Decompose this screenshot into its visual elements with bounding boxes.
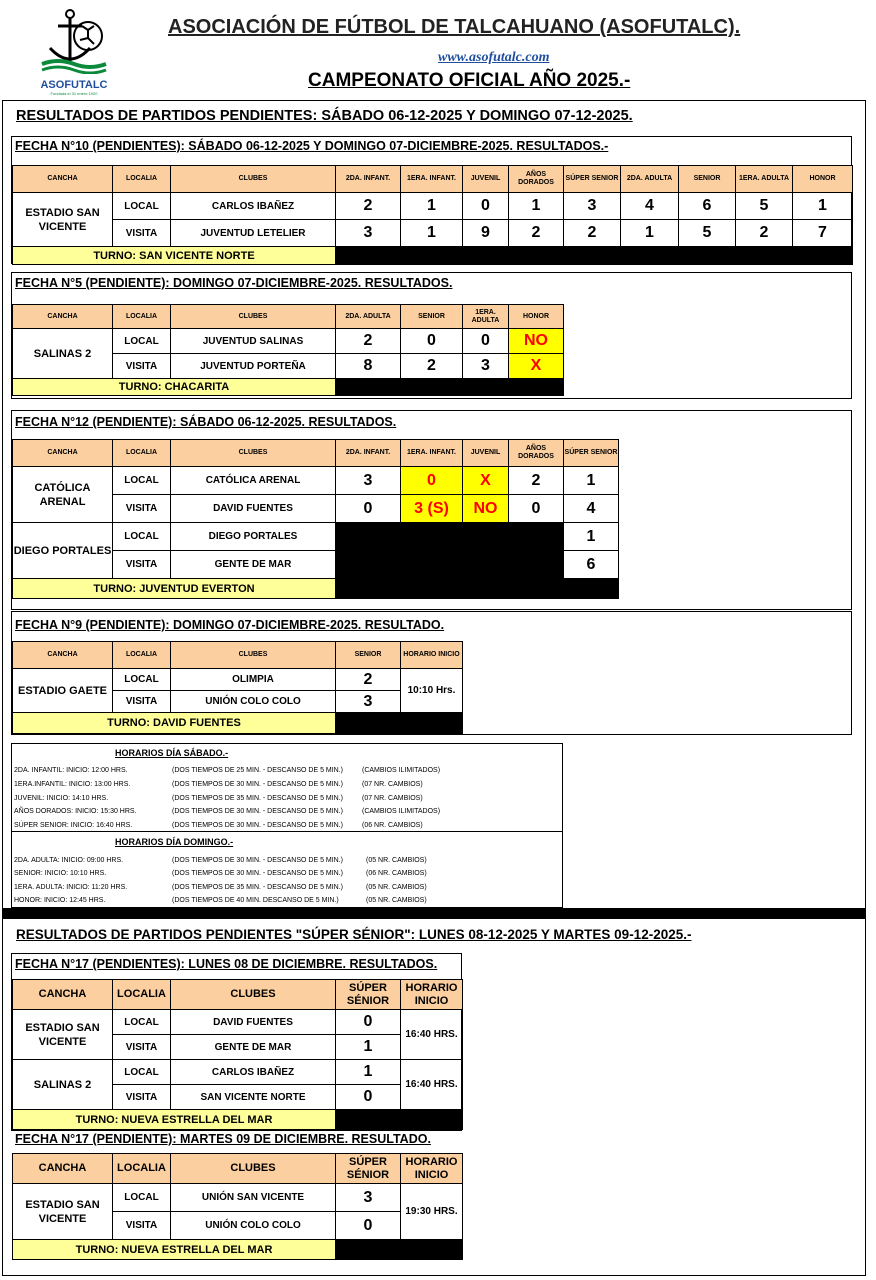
schedule-category: 2DA. ADULTA: INICIO: 09:00 HRS.	[14, 857, 124, 864]
score-cell: 2	[509, 220, 564, 247]
localia-cell: LOCAL	[113, 523, 171, 551]
col-header: SÚPER SÉNIOR	[336, 980, 401, 1010]
schedule-cambios: (05 NR. CAMBIOS)	[366, 897, 427, 904]
schedule-category: 1ERA. ADULTA: INICIO: 11:20 HRS.	[14, 884, 128, 891]
schedule-category: HONOR: INICIO: 12:45 HRS.	[14, 897, 106, 904]
fecha5-table	[12, 304, 564, 396]
col-header: AÑOS DORADOS	[509, 166, 564, 193]
turno-row	[13, 579, 619, 599]
col-header: CANCHA	[13, 980, 113, 1010]
score-cell: 3	[336, 467, 401, 495]
blackout-cell	[336, 1240, 463, 1260]
localia-cell: VISITA	[113, 551, 171, 579]
score-cell-highlight: NO	[509, 329, 564, 354]
fecha17a-title: FECHA N°17 (PENDIENTES): LUNES 08 DE DICIEMBRE. RESULTADOS.	[15, 957, 438, 971]
score-cell: 5	[679, 220, 736, 247]
col-header: LOCALIA	[113, 166, 171, 193]
localia-cell: LOCAL	[113, 467, 171, 495]
club-cell: CARLOS IBAÑEZ	[171, 193, 336, 220]
localia-cell: VISITA	[113, 1085, 171, 1110]
localia-cell: LOCAL	[113, 1010, 171, 1035]
score-cell: 2	[736, 220, 793, 247]
horario-cell: 10:10 Hrs.	[401, 669, 463, 713]
score-cell: 0	[336, 495, 401, 523]
fecha9-header-row	[13, 642, 463, 669]
table-row	[13, 467, 619, 495]
schedule-tiempos: (DOS TIEMPOS DE 30 MIN. - DESCANSO DE 5 MIN.)	[172, 870, 344, 877]
turno-cell: TURNO: JUVENTUD EVERTON	[13, 579, 336, 599]
blackout-cell	[336, 1110, 463, 1130]
club-cell: DAVID FUENTES	[171, 1010, 336, 1035]
section2-title: RESULTADOS DE PARTIDOS PENDIENTES "SÚPER SÉNIOR": LUNES 08-12-2025 Y MARTES 09-12-2025.-	[16, 927, 692, 942]
blackout-cell	[336, 523, 401, 551]
schedule-tiempos: (DOS TIEMPOS DE 35 MIN. - DESCANSO DE 5 MIN.)	[172, 884, 344, 891]
score-cell: 2	[336, 193, 401, 220]
score-cell: 6	[679, 193, 736, 220]
score-cell: 3	[336, 220, 401, 247]
cancha-cell: ESTADIO SAN VICENTE	[13, 1184, 113, 1240]
turno-cell: TURNO: DAVID FUENTES	[13, 713, 336, 734]
horario-cell: 19:30 HRS.	[401, 1184, 463, 1240]
col-header: HONOR	[793, 166, 853, 193]
score-cell: 0	[509, 495, 564, 523]
score-cell: 1	[621, 220, 679, 247]
blackout-cell	[336, 579, 619, 599]
score-cell: 8	[336, 354, 401, 379]
schedule-cambios: (05 NR. CAMBIOS)	[366, 884, 427, 891]
fecha10-header-row	[13, 166, 853, 193]
cancha-cell: ESTADIO GAETE	[13, 669, 113, 713]
club-cell: UNIÓN COLO COLO	[171, 691, 336, 713]
schedule-cambios: (CAMBIOS ILIMITADOS)	[362, 808, 441, 815]
blackout-cell	[509, 551, 564, 579]
blackout-cell	[336, 379, 564, 396]
turno-cell: TURNO: NUEVA ESTRELLA DEL MAR	[13, 1110, 336, 1130]
col-header: 1ERA. INFANT.	[401, 166, 463, 193]
table-row	[13, 1060, 463, 1085]
col-header: HONOR	[509, 305, 564, 329]
col-header: 1ERA. INFANT.	[401, 440, 463, 467]
fecha12-title: FECHA N°12 (PENDIENTE): SÁBADO 06-12-2025. RESULTADOS.	[15, 415, 397, 429]
col-header: LOCALIA	[113, 440, 171, 467]
schedule-divider	[11, 831, 563, 832]
col-header: CANCHA	[13, 1154, 113, 1184]
logo-subtext: Fundada el 31 enero 1920	[50, 91, 98, 96]
col-header: CLUBES	[171, 440, 336, 467]
turno-cell: TURNO: SAN VICENTE NORTE	[13, 247, 336, 265]
score-cell: 2	[336, 329, 401, 354]
fecha17a-header-row	[13, 980, 463, 1010]
score-cell: 7	[793, 220, 853, 247]
score-cell: 1	[401, 193, 463, 220]
fecha5-header-row	[13, 305, 564, 329]
col-header: LOCALIA	[113, 980, 171, 1010]
logo-text: ASOFUTALC	[40, 79, 108, 91]
col-header: SÚPER SENIOR	[564, 166, 621, 193]
table-row	[13, 523, 619, 551]
localia-cell: VISITA	[113, 354, 171, 379]
score-cell: 2	[564, 220, 621, 247]
col-header: SÚPER SÉNIOR	[336, 1154, 401, 1184]
turno-row	[13, 247, 853, 265]
schedule-tiempos: (DOS TIEMPOS DE 30 MIN. - DESCANSO DE 5 MIN.)	[172, 822, 344, 829]
club-cell: UNIÓN COLO COLO	[171, 1212, 336, 1240]
schedule-cambios: (05 NR. CAMBIOS)	[366, 857, 427, 864]
table-row	[13, 1010, 463, 1035]
schedule-tiempos: (DOS TIEMPOS DE 35 MIN. - DESCANSO DE 5 MIN.)	[172, 795, 344, 802]
fecha12-header-row	[13, 440, 619, 467]
score-cell-highlight: 0	[401, 467, 463, 495]
col-header: AÑOS DORADOS	[509, 440, 564, 467]
score-cell-highlight: 3 (S)	[401, 495, 463, 523]
col-header: CLUBES	[171, 1154, 336, 1184]
col-header: CANCHA	[13, 166, 113, 193]
blackout-cell	[336, 247, 853, 265]
score-cell: 1	[564, 467, 619, 495]
col-header: SÚPER SENIOR	[564, 440, 619, 467]
logo	[38, 4, 110, 96]
score-cell: 2	[509, 467, 564, 495]
score-cell: 2	[336, 669, 401, 691]
blackout-cell	[509, 523, 564, 551]
col-header: HORARIO INICIO	[401, 1154, 463, 1184]
score-cell: 1	[793, 193, 853, 220]
fecha17b-header-row	[13, 1154, 463, 1184]
score-cell: 3	[336, 1184, 401, 1212]
blackout-cell	[463, 523, 509, 551]
turno-row	[13, 1110, 463, 1130]
website-link[interactable]: www.asofutalc.com	[438, 50, 550, 65]
score-cell: 3	[463, 354, 509, 379]
schedule-cambios: (CAMBIOS ILIMITADOS)	[362, 767, 441, 774]
club-cell: JUVENTUD LETELIER	[171, 220, 336, 247]
schedule-category: JUVENIL: INICIO: 14:10 HRS.	[14, 795, 109, 802]
fecha12-table	[12, 439, 619, 599]
horario-cell: 16:40 HRS.	[401, 1060, 463, 1110]
score-cell-highlight: X	[509, 354, 564, 379]
score-cell: 2	[401, 354, 463, 379]
turno-row	[13, 379, 564, 396]
score-cell: 4	[621, 193, 679, 220]
fecha17a-table	[12, 979, 463, 1130]
fecha9-title: FECHA N°9 (PENDIENTE): DOMINGO 07-DICIEMBRE-2025. RESULTADO.	[15, 618, 445, 632]
turno-cell: TURNO: CHACARITA	[13, 379, 336, 396]
col-header: LOCALIA	[113, 1154, 171, 1184]
score-cell: 0	[463, 193, 509, 220]
schedule-tiempos: (DOS TIEMPOS DE 30 MIN. - DESCANSO DE 5 MIN.)	[172, 808, 344, 815]
localia-cell: LOCAL	[113, 1060, 171, 1085]
col-header: JUVENIL	[463, 440, 509, 467]
blackout-cell	[401, 523, 463, 551]
club-cell: SAN VICENTE NORTE	[171, 1085, 336, 1110]
section-divider	[2, 908, 866, 918]
score-cell: 3	[336, 691, 401, 713]
col-header: CANCHA	[13, 440, 113, 467]
col-header: CLUBES	[171, 642, 336, 669]
score-cell: 0	[336, 1010, 401, 1035]
col-header: CLUBES	[171, 980, 336, 1010]
col-header: SENIOR	[336, 642, 401, 669]
club-cell: CARLOS IBAÑEZ	[171, 1060, 336, 1085]
blackout-cell	[401, 551, 463, 579]
schedule-cambios: (06 NR. CAMBIOS)	[366, 870, 427, 877]
score-cell: 5	[736, 193, 793, 220]
localia-cell: LOCAL	[113, 669, 171, 691]
score-cell: 1	[564, 523, 619, 551]
score-cell: 1	[401, 220, 463, 247]
cancha-cell: ESTADIO SAN VICENTE	[13, 193, 113, 247]
col-header: SENIOR	[401, 305, 463, 329]
schedule-category: SENIOR: INICIO: 10:10 HRS.	[14, 870, 107, 877]
col-header: LOCALIA	[113, 305, 171, 329]
cancha-cell: ESTADIO SAN VICENTE	[13, 1010, 113, 1060]
localia-cell: VISITA	[113, 495, 171, 523]
club-cell: GENTE DE MAR	[171, 551, 336, 579]
localia-cell: VISITA	[113, 1212, 171, 1240]
cancha-cell: DIEGO PORTALES	[13, 523, 113, 579]
localia-cell: VISITA	[113, 691, 171, 713]
cancha-cell: SALINAS 2	[13, 329, 113, 379]
col-header: 1ERA. ADULTA	[463, 305, 509, 329]
table-row	[13, 193, 853, 220]
col-header: 1ERA. ADULTA	[736, 166, 793, 193]
col-header: HORARIO INICIO	[401, 642, 463, 669]
campaign-title: CAMPEONATO OFICIAL AÑO 2025.-	[308, 70, 631, 91]
org-title: ASOCIACIÓN DE FÚTBOL DE TALCAHUANO (ASOFUTALC).	[168, 16, 741, 38]
table-row	[13, 329, 564, 354]
table-row	[13, 1184, 463, 1212]
col-header: 2DA. INFANT.	[336, 440, 401, 467]
localia-cell: LOCAL	[113, 193, 171, 220]
club-cell: OLIMPIA	[171, 669, 336, 691]
schedule-cambios: (07 NR. CAMBIOS)	[362, 795, 423, 802]
blackout-cell	[463, 551, 509, 579]
schedule-tiempos: (DOS TIEMPOS DE 30 MIN. - DESCANSO DE 5 MIN.)	[172, 857, 344, 864]
club-cell: JUVENTUD SALINAS	[171, 329, 336, 354]
score-cell: 0	[401, 329, 463, 354]
cancha-cell: SALINAS 2	[13, 1060, 113, 1110]
schedule-category: SÚPER SENIOR: INICIO: 16:40 HRS.	[14, 822, 133, 829]
col-header: 2DA. ADULTA	[336, 305, 401, 329]
horario-cell: 16:40 HRS.	[401, 1010, 463, 1060]
club-cell: UNIÓN SAN VICENTE	[171, 1184, 336, 1212]
score-cell: 0	[336, 1212, 401, 1240]
fecha17b-table	[12, 1153, 463, 1260]
schedule-category: 1ERA.INFANTIL: INICIO: 13:00 HRS.	[14, 781, 131, 788]
schedule-tiempos: (DOS TIEMPOS DE 30 MIN. - DESCANSO DE 5 MIN.)	[172, 781, 344, 788]
blackout-cell	[336, 551, 401, 579]
schedule-tiempos: (DOS TIEMPOS DE 25 MIN. - DESCANSO DE 5 MIN.)	[172, 767, 344, 774]
fecha10-title: FECHA N°10 (PENDIENTES): SÁBADO 06-12-2025 Y DOMINGO 07-DICIEMBRE-2025. RESULTADOS.-	[15, 139, 609, 153]
col-header: LOCALIA	[113, 642, 171, 669]
localia-cell: LOCAL	[113, 329, 171, 354]
localia-cell: VISITA	[113, 220, 171, 247]
sabado-title: HORARIOS DÍA SÁBADO.-	[115, 748, 229, 758]
col-header: HORARIO INICIO	[401, 980, 463, 1010]
turno-cell: TURNO: NUEVA ESTRELLA DEL MAR	[13, 1240, 336, 1260]
table-row	[13, 220, 853, 247]
score-cell: 3	[564, 193, 621, 220]
col-header: JUVENIL	[463, 166, 509, 193]
schedule-tiempos: (DOS TIEMPOS DE 40 MIN. DESCANSO DE 5 MIN.)	[172, 897, 339, 904]
turno-row	[13, 713, 463, 734]
cancha-cell: CATÓLICA ARENAL	[13, 467, 113, 523]
table-row	[13, 669, 463, 691]
col-header: CLUBES	[171, 166, 336, 193]
club-cell: GENTE DE MAR	[171, 1035, 336, 1060]
fecha9-table	[12, 641, 463, 734]
score-cell-highlight: X	[463, 467, 509, 495]
col-header: 2DA. ADULTA	[621, 166, 679, 193]
section1-title: RESULTADOS DE PARTIDOS PENDIENTES: SÁBADO 06-12-2025 Y DOMINGO 07-12-2025.	[16, 108, 633, 124]
score-cell: 6	[564, 551, 619, 579]
col-header: CANCHA	[13, 305, 113, 329]
col-header: SENIOR	[679, 166, 736, 193]
score-cell: 1	[336, 1060, 401, 1085]
club-cell: DIEGO PORTALES	[171, 523, 336, 551]
score-cell: 1	[336, 1035, 401, 1060]
score-cell: 4	[564, 495, 619, 523]
schedule-cambios: (07 NR. CAMBIOS)	[362, 781, 423, 788]
score-cell: 9	[463, 220, 509, 247]
schedule-cambios: (06 NR. CAMBIOS)	[362, 822, 423, 829]
col-header: CANCHA	[13, 642, 113, 669]
score-cell: 0	[463, 329, 509, 354]
club-cell: JUVENTUD PORTEÑA	[171, 354, 336, 379]
domingo-title: HORARIOS DÍA DOMINGO.-	[115, 837, 234, 847]
turno-row	[13, 1240, 463, 1260]
club-cell: CATÓLICA ARENAL	[171, 467, 336, 495]
schedule-category: 2DA. INFANTIL: INICIO: 12:00 HRS.	[14, 767, 128, 774]
anchor-ball-icon	[38, 4, 110, 74]
fecha10-table	[12, 165, 853, 265]
schedule-category: AÑOS DORADOS: INICIO: 15:30 HRS.	[14, 808, 137, 815]
col-header: 2DA. INFANT.	[336, 166, 401, 193]
blackout-cell	[336, 713, 463, 734]
fecha5-title: FECHA N°5 (PENDIENTE): DOMINGO 07-DICIEMBRE-2025. RESULTADOS.	[15, 276, 453, 290]
club-cell: DAVID FUENTES	[171, 495, 336, 523]
score-cell: 1	[509, 193, 564, 220]
localia-cell: VISITA	[113, 1035, 171, 1060]
fecha17b-title: FECHA N°17 (PENDIENTE): MARTES 09 DE DICIEMBRE. RESULTADO.	[15, 1132, 431, 1146]
localia-cell: LOCAL	[113, 1184, 171, 1212]
col-header: CLUBES	[171, 305, 336, 329]
score-cell-highlight: NO	[463, 495, 509, 523]
score-cell: 0	[336, 1085, 401, 1110]
